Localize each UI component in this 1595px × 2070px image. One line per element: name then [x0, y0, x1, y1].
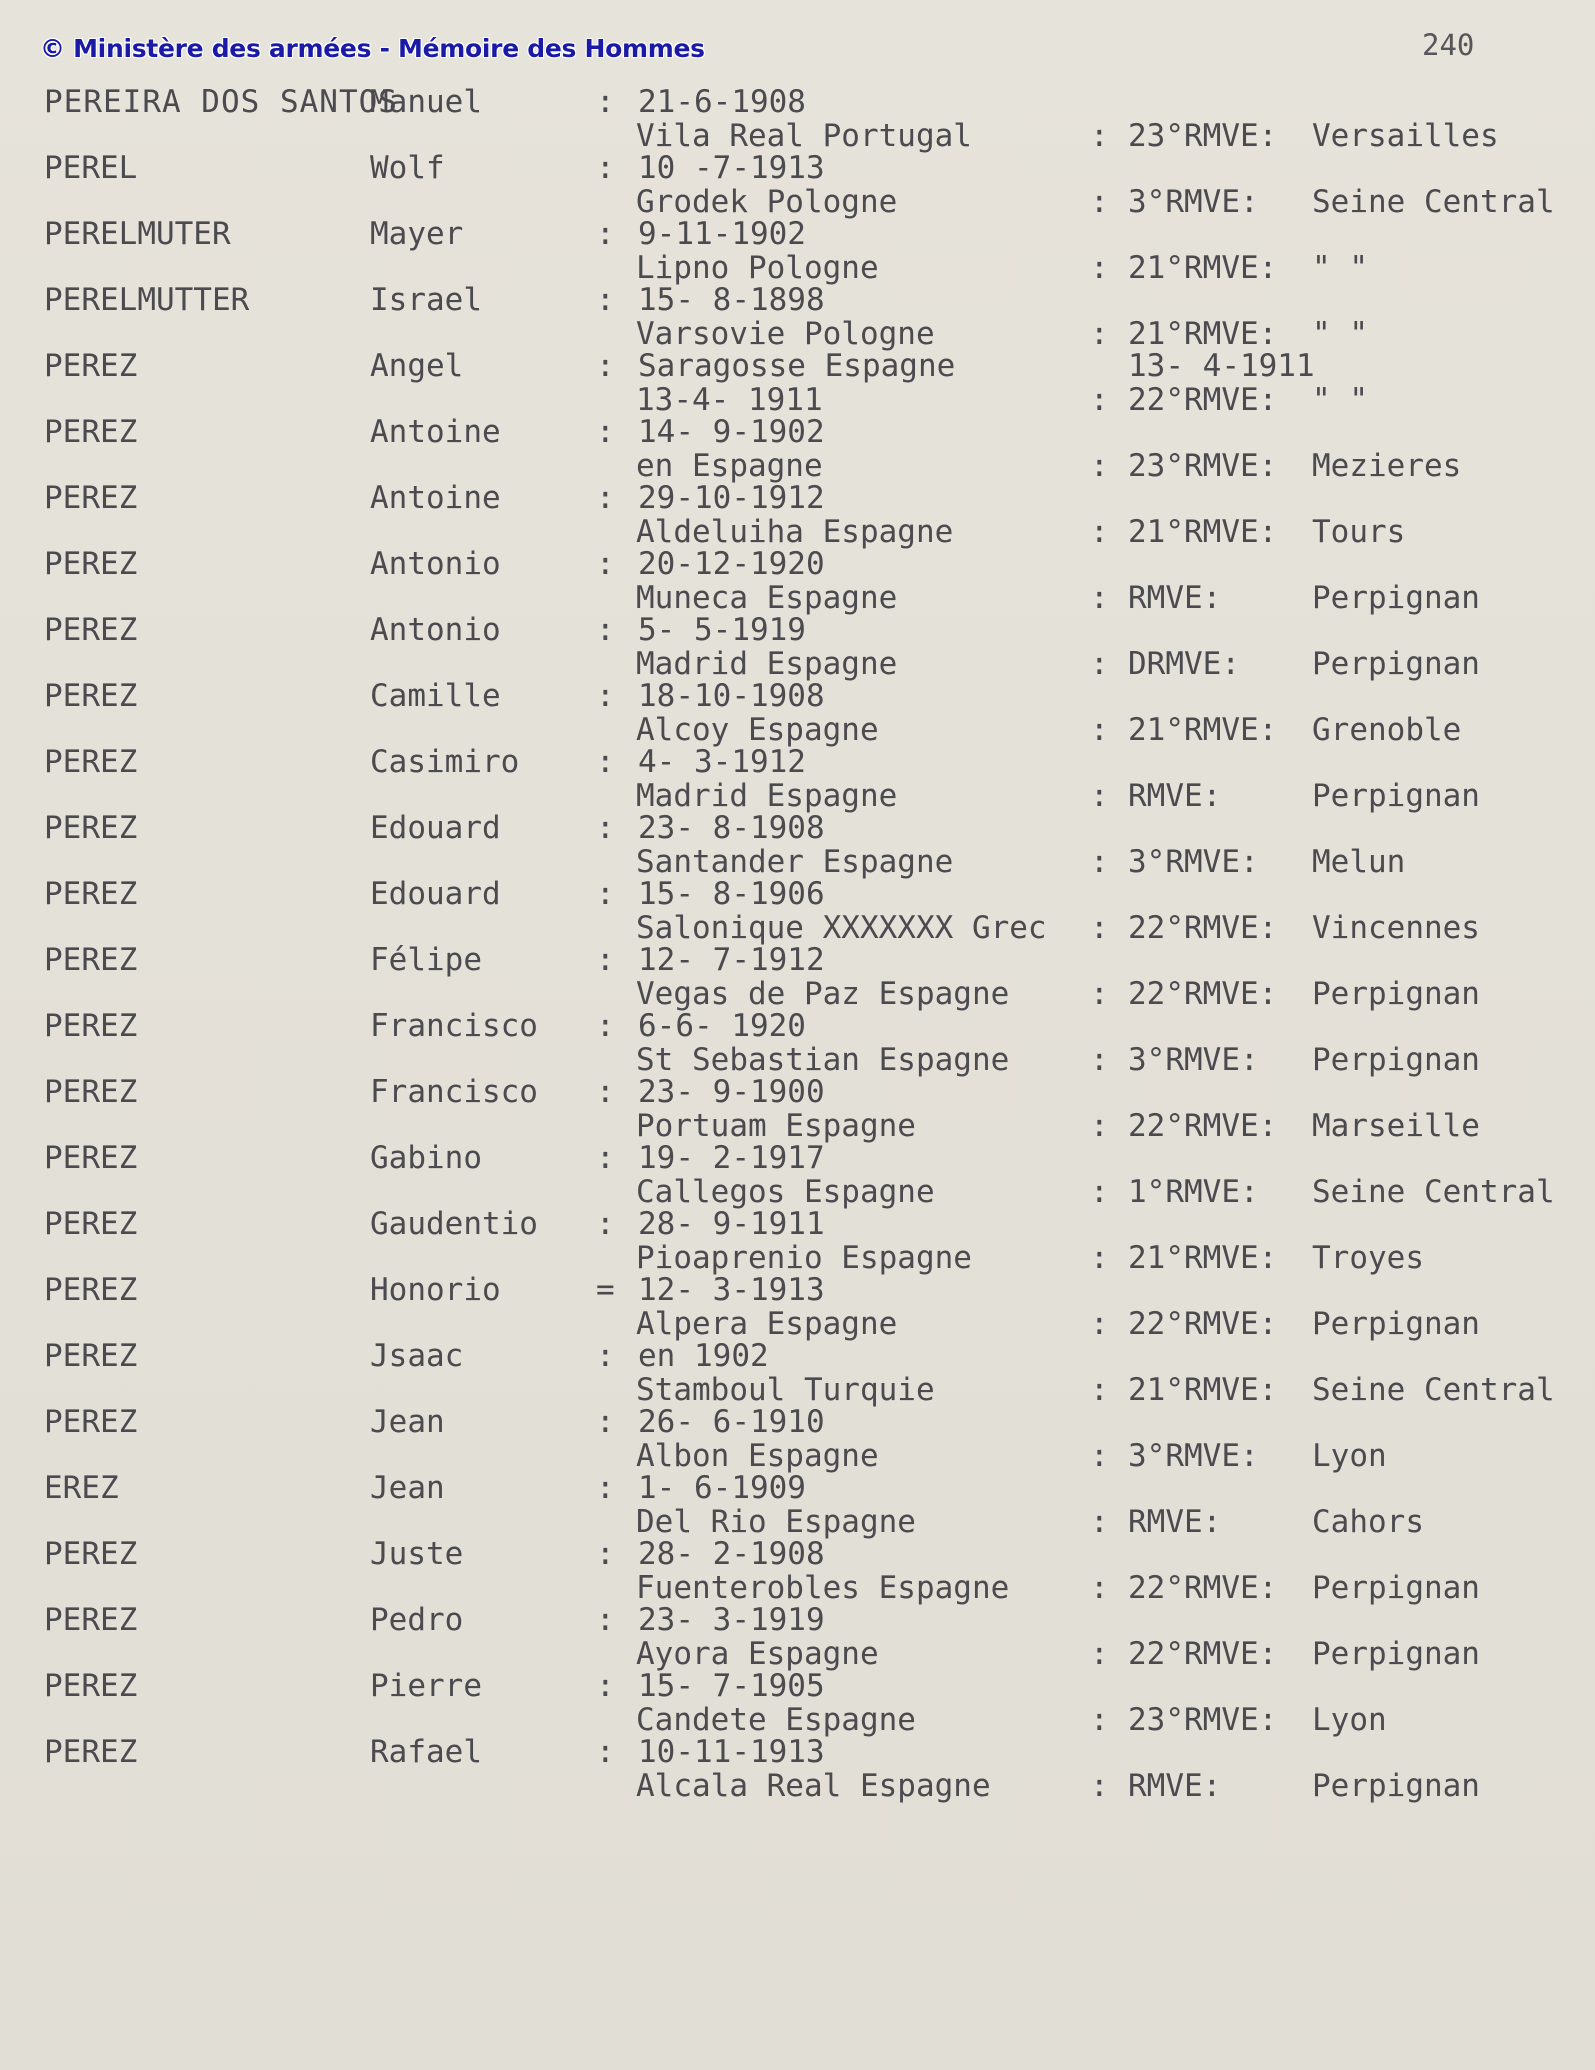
entry-regiment: 1°RMVE: — [1128, 1174, 1259, 1210]
entry-surname: PEREZ — [44, 876, 138, 912]
entry-separator: : — [1090, 910, 1109, 946]
entry-surname: PEREZ — [44, 1536, 138, 1572]
entry-extra-date: 13- 4-1911 — [1128, 348, 1315, 384]
entry-separator: : — [1090, 1108, 1109, 1144]
entry-garrison: Mezieres — [1312, 448, 1462, 484]
entry-birth-date: 23- 3-1919 — [638, 1602, 825, 1638]
entry-given-name: Wolf — [370, 150, 445, 186]
entry-separator: : — [596, 546, 615, 582]
entry-surname: PEREZ — [44, 1338, 138, 1374]
entry-separator: : — [596, 1206, 615, 1242]
entry-surname: PERELMUTER — [44, 216, 231, 252]
entry-regiment: 3°RMVE: — [1128, 1438, 1259, 1474]
entry-given-name: Antonio — [370, 546, 501, 582]
entry-separator: : — [1090, 1768, 1109, 1804]
entry-birth-place: Vegas de Paz Espagne — [636, 976, 1010, 1012]
entry-garrison: Vincennes — [1312, 910, 1480, 946]
entry-separator: : — [1090, 514, 1109, 550]
entry-separator: : — [596, 84, 615, 120]
entry-given-name: Antoine — [370, 480, 501, 516]
entry-given-name: Casimiro — [370, 744, 520, 780]
entry-given-name: Israel — [370, 282, 482, 318]
entry-surname: PERELMUTTER — [44, 282, 250, 318]
entry-birth-date: 14- 9-1902 — [638, 414, 825, 450]
entry-birth-date: 15- 8-1898 — [638, 282, 825, 318]
entry-regiment: RMVE: — [1128, 1504, 1222, 1540]
entry-birth-date: 19- 2-1917 — [638, 1140, 825, 1176]
entry-given-name: Jsaac — [370, 1338, 464, 1374]
entry-surname: PEREZ — [44, 1074, 138, 1110]
entry-given-name: Pierre — [370, 1668, 482, 1704]
entry-given-name: Camille — [370, 678, 501, 714]
entry-birth-place: Portuam Espagne — [636, 1108, 916, 1144]
entry-regiment: 23°RMVE: — [1128, 118, 1278, 154]
entry-regiment: 22°RMVE: — [1128, 382, 1278, 418]
entry-separator: : — [1090, 1042, 1109, 1078]
entry-birth-date: 20-12-1920 — [638, 546, 825, 582]
entry-surname: PEREZ — [44, 810, 138, 846]
entry-birth-date: 18-10-1908 — [638, 678, 825, 714]
entry-birth-place: Ayora Espagne — [636, 1636, 879, 1672]
entry-birth-date: 15- 7-1905 — [638, 1668, 825, 1704]
entry-separator: : — [1090, 250, 1109, 286]
entry-regiment: 21°RMVE: — [1128, 1240, 1278, 1276]
entry-regiment: RMVE: — [1128, 1768, 1222, 1804]
entry-regiment: 3°RMVE: — [1128, 184, 1259, 220]
entry-separator: : — [1090, 976, 1109, 1012]
entry-separator: : — [1090, 184, 1109, 220]
entry-birth-place: Candete Espagne — [636, 1702, 916, 1738]
entry-separator: : — [596, 810, 615, 846]
entry-given-name: Francisco — [370, 1008, 538, 1044]
entry-birth-place: Varsovie Pologne — [636, 316, 935, 352]
entry-birth-date: en 1902 — [638, 1338, 769, 1374]
entry-regiment: 21°RMVE: — [1128, 316, 1278, 352]
entry-birth-date: 4- 3-1912 — [638, 744, 806, 780]
entry-regiment: 21°RMVE: — [1128, 514, 1278, 550]
entry-garrison: Seine Central — [1312, 1174, 1555, 1210]
entry-surname: PEREZ — [44, 1668, 138, 1704]
entry-separator: : — [596, 1338, 615, 1374]
entry-surname: PEREZ — [44, 1734, 138, 1770]
entry-separator: : — [596, 348, 615, 384]
entry-garrison: Lyon — [1312, 1438, 1387, 1474]
entry-birth-place: Santander Espagne — [636, 844, 954, 880]
entry-regiment: RMVE: — [1128, 778, 1222, 814]
copyright-watermark: © Ministère des armées - Mémoire des Hommes — [40, 34, 705, 63]
entry-birth-date: 9-11-1902 — [638, 216, 806, 252]
entry-birth-place: Alcala Real Espagne — [636, 1768, 991, 1804]
entry-separator: : — [1090, 1372, 1109, 1408]
entry-separator: : — [1090, 646, 1109, 682]
entry-separator: : — [596, 612, 615, 648]
entry-garrison: Perpignan — [1312, 1636, 1480, 1672]
entry-given-name: Juste — [370, 1536, 464, 1572]
entry-garrison: " " — [1312, 382, 1368, 418]
entry-regiment: 22°RMVE: — [1128, 1570, 1278, 1606]
entry-separator: : — [596, 1404, 615, 1440]
entry-regiment: DRMVE: — [1128, 646, 1240, 682]
entry-separator: : — [596, 1140, 615, 1176]
entry-surname: PEREZ — [44, 1140, 138, 1176]
entry-birth-place: Pioaprenio Espagne — [636, 1240, 972, 1276]
entry-regiment: 3°RMVE: — [1128, 1042, 1259, 1078]
entry-surname: PEREZ — [44, 348, 138, 384]
entry-separator: = — [596, 1272, 615, 1308]
entry-given-name: Edouard — [370, 876, 501, 912]
entry-birth-place: Vila Real Portugal — [636, 118, 972, 154]
entry-given-name: Jean — [370, 1470, 445, 1506]
entry-birth-place: Lipno Pologne — [636, 250, 879, 286]
entry-separator: : — [596, 282, 615, 318]
entry-separator: : — [1090, 1174, 1109, 1210]
entry-separator: : — [596, 876, 615, 912]
entry-given-name: Angel — [370, 348, 464, 384]
entry-birth-date: 5- 5-1919 — [638, 612, 806, 648]
entry-given-name: Gaudentio — [370, 1206, 538, 1242]
entry-regiment: RMVE: — [1128, 580, 1222, 616]
entry-regiment: 21°RMVE: — [1128, 1372, 1278, 1408]
entry-given-name: Pedro — [370, 1602, 464, 1638]
entry-garrison: Marseille — [1312, 1108, 1480, 1144]
entry-birth-place: Muneca Espagne — [636, 580, 898, 616]
entry-given-name: Mayer — [370, 216, 464, 252]
entry-separator: : — [1090, 844, 1109, 880]
entry-garrison: Versailles — [1312, 118, 1499, 154]
entry-regiment: 22°RMVE: — [1128, 910, 1278, 946]
entry-garrison: Seine Central — [1312, 1372, 1555, 1408]
entry-separator: : — [596, 1602, 615, 1638]
entry-given-name: Manuel — [370, 84, 482, 120]
entry-birth-date: 28- 9-1911 — [638, 1206, 825, 1242]
entry-birth-date: 10 -7-1913 — [638, 150, 825, 186]
entry-birth-place: Alcoy Espagne — [636, 712, 879, 748]
entry-separator: : — [596, 678, 615, 714]
entry-surname: EREZ — [44, 1470, 119, 1506]
entry-surname: PEREZ — [44, 1206, 138, 1242]
entry-separator: : — [1090, 382, 1109, 418]
entry-garrison: Melun — [1312, 844, 1406, 880]
entry-surname: PEREZ — [44, 1272, 138, 1308]
entry-birth-place: Callegos Espagne — [636, 1174, 935, 1210]
entry-garrison: Perpignan — [1312, 1768, 1480, 1804]
entry-birth-place: Madrid Espagne — [636, 646, 898, 682]
entry-regiment: 22°RMVE: — [1128, 1636, 1278, 1672]
entry-separator: : — [596, 942, 615, 978]
entry-surname: PEREZ — [44, 1602, 138, 1638]
entry-garrison: Seine Central — [1312, 184, 1555, 220]
entry-birth-date: 12- 7-1912 — [638, 942, 825, 978]
entry-given-name: Edouard — [370, 810, 501, 846]
entry-separator: : — [596, 1668, 615, 1704]
entry-garrison: Perpignan — [1312, 778, 1480, 814]
entry-separator: : — [1090, 712, 1109, 748]
entry-birth-date: 28- 2-1908 — [638, 1536, 825, 1572]
entry-given-name: Rafael — [370, 1734, 482, 1770]
entry-separator: : — [1090, 1240, 1109, 1276]
entry-given-name: Jean — [370, 1404, 445, 1440]
entry-birth-date: 29-10-1912 — [638, 480, 825, 516]
entry-regiment: 23°RMVE: — [1128, 1702, 1278, 1738]
entry-given-name: Francisco — [370, 1074, 538, 1110]
entry-regiment: 23°RMVE: — [1128, 448, 1278, 484]
entry-birth-date: 21-6-1908 — [638, 84, 806, 120]
entry-separator: : — [1090, 1570, 1109, 1606]
entry-birth-date: 6-6- 1920 — [638, 1008, 806, 1044]
entry-birth-date: 1- 6-1909 — [638, 1470, 806, 1506]
entry-birth-date: 10-11-1913 — [638, 1734, 825, 1770]
entry-birth-place: Stamboul Turquie — [636, 1372, 935, 1408]
entry-birth-place: Fuenterobles Espagne — [636, 1570, 1010, 1606]
entry-separator: : — [1090, 118, 1109, 154]
page-number: 240 — [1422, 28, 1475, 62]
entry-regiment: 22°RMVE: — [1128, 1306, 1278, 1342]
entry-garrison: Grenoble — [1312, 712, 1462, 748]
entry-separator: : — [596, 480, 615, 516]
entry-birth-place: Albon Espagne — [636, 1438, 879, 1474]
entry-surname: PEREIRA DOS SANTOS — [44, 84, 398, 120]
entry-surname: PEREZ — [44, 942, 138, 978]
entry-surname: PEREZ — [44, 1404, 138, 1440]
entry-separator: : — [1090, 1438, 1109, 1474]
entry-surname: PEREZ — [44, 612, 138, 648]
entry-regiment: 22°RMVE: — [1128, 1108, 1278, 1144]
entry-surname: PEREL — [44, 150, 138, 186]
entry-surname: PEREZ — [44, 480, 138, 516]
entry-birth-date: 26- 6-1910 — [638, 1404, 825, 1440]
entry-separator: : — [596, 1074, 615, 1110]
entry-separator: : — [596, 1734, 615, 1770]
entry-given-name: Honorio — [370, 1272, 501, 1308]
entry-separator: : — [596, 1470, 615, 1506]
entry-regiment: 3°RMVE: — [1128, 844, 1259, 880]
entry-garrison: Cahors — [1312, 1504, 1424, 1540]
entry-separator: : — [596, 150, 615, 186]
entry-garrison: Tours — [1312, 514, 1406, 550]
entry-garrison: " " — [1312, 316, 1368, 352]
entry-garrison: Perpignan — [1312, 1570, 1480, 1606]
entry-separator: : — [1090, 1504, 1109, 1540]
entry-birth-place: 13-4- 1911 — [636, 382, 823, 418]
entry-birth-date: 15- 8-1906 — [638, 876, 825, 912]
entry-regiment: 21°RMVE: — [1128, 250, 1278, 286]
entry-birth-place: Alpera Espagne — [636, 1306, 898, 1342]
entry-garrison: Perpignan — [1312, 1042, 1480, 1078]
entry-birth-date: 12- 3-1913 — [638, 1272, 825, 1308]
entry-given-name: Gabino — [370, 1140, 482, 1176]
entry-garrison: Perpignan — [1312, 1306, 1480, 1342]
entry-separator: : — [1090, 1702, 1109, 1738]
entry-separator: : — [1090, 448, 1109, 484]
entry-surname: PEREZ — [44, 678, 138, 714]
entry-garrison: Troyes — [1312, 1240, 1424, 1276]
entry-separator: : — [596, 1008, 615, 1044]
entry-separator: : — [596, 216, 615, 252]
entry-garrison: Perpignan — [1312, 646, 1480, 682]
entry-given-name: Antonio — [370, 612, 501, 648]
entry-birth-place: Salonique XXXXXXX Grec — [636, 910, 1047, 946]
entry-separator: : — [1090, 316, 1109, 352]
entry-regiment: 22°RMVE: — [1128, 976, 1278, 1012]
entry-birth-place: en Espagne — [636, 448, 823, 484]
entry-separator: : — [596, 414, 615, 450]
entry-separator: : — [596, 744, 615, 780]
entry-surname: PEREZ — [44, 546, 138, 582]
entry-birth-place: Del Rio Espagne — [636, 1504, 916, 1540]
entry-given-name: Félipe — [370, 942, 482, 978]
entry-garrison: Lyon — [1312, 1702, 1387, 1738]
entry-birth-date: 23- 8-1908 — [638, 810, 825, 846]
entry-surname: PEREZ — [44, 414, 138, 450]
entry-garrison: Perpignan — [1312, 976, 1480, 1012]
entry-birth-place: St Sebastian Espagne — [636, 1042, 1010, 1078]
entry-garrison: Perpignan — [1312, 580, 1480, 616]
entry-garrison: " " — [1312, 250, 1368, 286]
register-entry — [0, 1736, 1595, 1868]
entry-surname: PEREZ — [44, 1008, 138, 1044]
entry-birth-date: Saragosse Espagne — [638, 348, 956, 384]
entry-surname: PEREZ — [44, 744, 138, 780]
entry-birth-place: Madrid Espagne — [636, 778, 898, 814]
entry-birth-place: Grodek Pologne — [636, 184, 898, 220]
entry-separator: : — [1090, 1306, 1109, 1342]
entry-birth-place: Aldeluiha Espagne — [636, 514, 954, 550]
entry-separator: : — [1090, 778, 1109, 814]
entry-separator: : — [1090, 580, 1109, 616]
entry-regiment: 21°RMVE: — [1128, 712, 1278, 748]
entry-birth-date: 23- 9-1900 — [638, 1074, 825, 1110]
entry-separator: : — [596, 1536, 615, 1572]
entry-given-name: Antoine — [370, 414, 501, 450]
entry-separator: : — [1090, 1636, 1109, 1672]
